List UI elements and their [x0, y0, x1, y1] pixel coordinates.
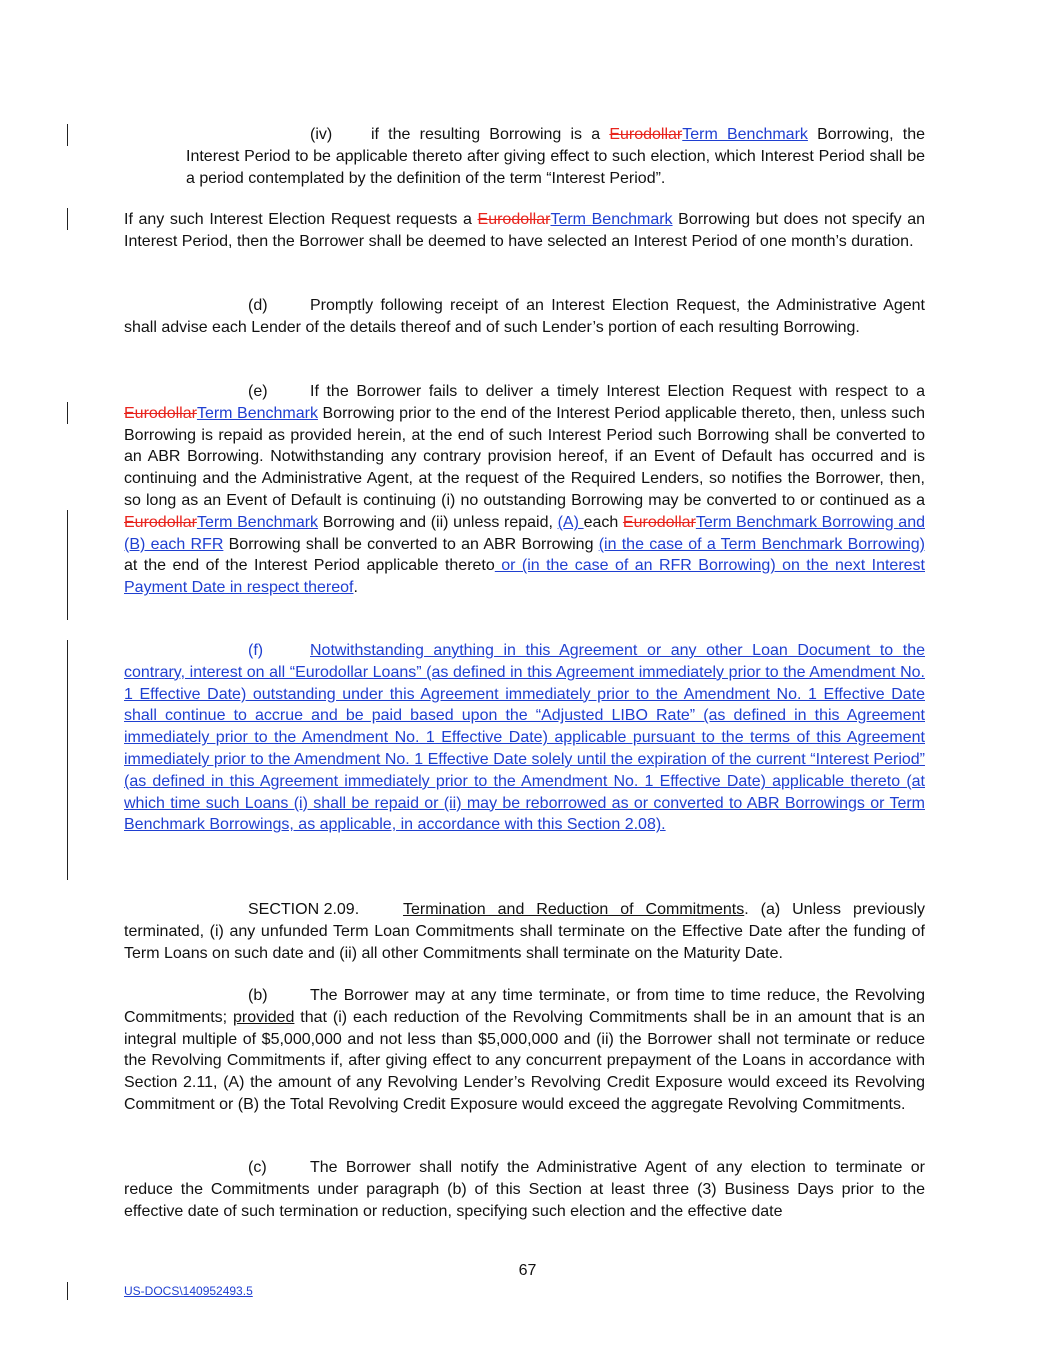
- clause-c-label: (c): [248, 1159, 267, 1176]
- inserted-text: (in the case of a Term Benchmark Borrowing): [598, 535, 925, 553]
- inserted-text: Term Benchmark: [196, 404, 318, 422]
- deleted-text: Eurodollar: [609, 126, 683, 143]
- deleted-text: Eurodollar: [622, 513, 696, 531]
- document-id: US-DOCS\140952493.5: [124, 1284, 253, 1298]
- change-bar: [67, 640, 68, 880]
- clause-d: (d) Promptly following receipt of an Interest Election Request, the Administrative Agent shall advise each Lender of the details thereof and of such Lender’s portion of each resulting Borrowing.: [124, 297, 925, 336]
- deleted-text: Eurodollar: [124, 404, 197, 422]
- clause-c: (c) The Borrower shall notify the Administrative Agent of any election to terminate or reduce the Commitments under paragraph (b) of this Section at least three (3) Business Days prior to the effective date of such termination or reduction, specifying such election and the effective date: [124, 1159, 925, 1220]
- change-bar: [67, 208, 68, 230]
- change-bar: [67, 124, 68, 146]
- clause-e: (e) If the Borrower fails to deliver a timely Interest Election Request with respect to a EurodollarTerm Benchmark Borrowing prior to the end of the Interest Period applicable thereto, then, unless such Borrowing is repaid as provided herein, at the end of such Interest Period such Borrowing shall be converted to an ABR Borrowing. Notwithstanding any contrary provision hereof, if an Event of Default has occurred and is continuing and the Administrative Agent, at the request of the Required Lenders, so notifies the Borrower, then, so long as an Event of Default is continuing (i) no outstanding Borrowing may be converted to or continued as a EurodollarTerm Benchmark Borrowing and (ii) unless repaid, (A) each EurodollarTerm Benchmark Borrowing and (B) each RFR Borrowing shall be converted to an ABR Borrowing (in the case of a Term Benchmark Borrowing) at the end of the Interest Period applicable thereto or (in the case of an RFR Borrowing) on the next Interest Payment Date in respect thereof.: [124, 383, 926, 597]
- clause-iv: (iv) if the resulting Borrowing is a EurodollarTerm Benchmark Borrowing, the Interest Period to be applicable thereto after giving effect to such election, which Interest Period shall be a period contemplated by the definition of the term “Interest Period”.: [186, 126, 926, 187]
- deleted-text: Eurodollar: [477, 211, 551, 228]
- section-heading: Termination and Reduction of Commitments: [403, 901, 745, 918]
- deleted-text: Eurodollar: [124, 513, 197, 531]
- section-label: SECTION 2.09.: [248, 901, 360, 918]
- clause-iv-label: (iv): [310, 126, 333, 143]
- clause-f-label: (f): [248, 642, 264, 659]
- change-bar: [67, 1282, 68, 1300]
- clause-b: (b) The Borrower may at any time terminate, or from time to time reduce, the Revolving Commitments; provided that (i) each reduction of the Revolving Commitments shall be in an amount that is an integral multiple of $5,000,000 and not less than $5,000,000 and (ii) the Borrower shall not terminate or reduce the Revolving Commitments if, after giving effect to any concurrent prepayment of the Loans in accordance with Section 2.11, (A) the amount of any Revolving Lender’s Revolving Credit Exposure would exceed its Revolving Commitment or (B) the Total Revolving Credit Exposure would exceed the aggregate Revolving Commitments.: [124, 987, 926, 1113]
- inserted-text: (A): [557, 513, 584, 531]
- clause-f-inserted: (f) Notwithstanding anything in this Agreement or any other Loan Document to the contrary, interest on all “Eurodollar Loans” (as defined in this Agreement immediately prior to the Amendment No. 1 Effective Date) outstanding under this Agreement immediately prior to the Amendment No. 1 Effective Date shall continue to accrue and be paid based upon the “Adjusted LIBO Rate” (as defined in this Agreement immediately prior to the Amendment No. 1 Effective Date) applicable pursuant to the terms of this Agreement immediately prior to the Amendment No. 1 Effective Date solely until the expiration of the current “Interest Period” (as defined in this Agreement immediately prior to the Amendment No. 1 Effective Date) applicable thereto (at which time such Loans (i) shall be repaid or (ii) may be reborrowed as or converted to ABR Borrowings or Term Benchmark Borrowings, as applicable, in accordance with this Section 2.08).: [124, 642, 925, 834]
- clause-e-label: (e): [248, 383, 268, 400]
- paragraph-interest-period-default: If any such Interest Election Request requests a EurodollarTerm Benchmark Borrowing but does not specify an Interest Period, then the Borrower shall be deemed to have selected an Interest Period of one month’s duration.: [124, 211, 926, 250]
- change-bar: [67, 402, 68, 424]
- page-number: 67: [518, 1262, 537, 1279]
- inserted-text: Term Benchmark: [682, 126, 808, 143]
- change-bar: [67, 510, 68, 620]
- inserted-text: or (in the case of an RFR Borrowing) on the next Interest Payment Date in respect thereof: [124, 557, 925, 597]
- clause-b-label: (b): [248, 987, 268, 1004]
- inserted-text: Term Benchmark: [196, 513, 319, 531]
- clause-d-label: (d): [248, 297, 268, 314]
- inserted-text: Term Benchmark Borrowing and (B) each RFR: [124, 513, 925, 553]
- inserted-text: Term Benchmark: [550, 211, 673, 228]
- section-2-09: SECTION 2.09. Termination and Reduction of Commitments. (a) Unless previously terminated, (i) any unfunded Term Loan Commitments shall terminate on the Effective Date after the funding of Term Loans on such date and (ii) all other Commitments shall terminate on the Maturity Date.: [124, 901, 925, 962]
